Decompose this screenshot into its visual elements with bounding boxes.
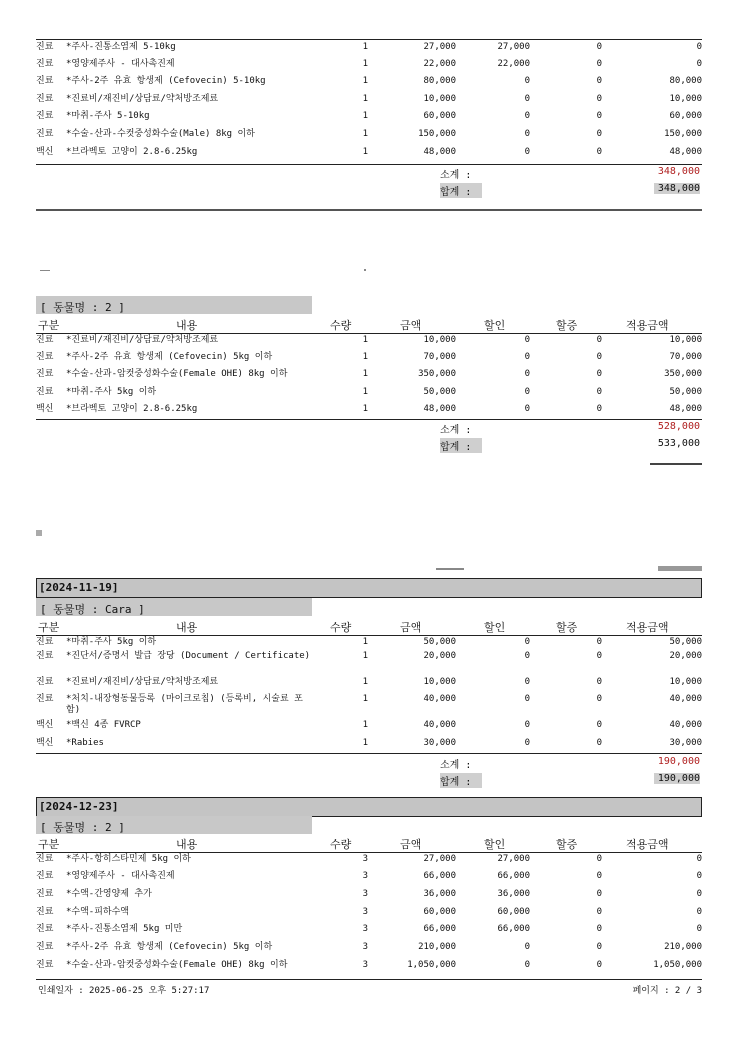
row-amount: 40,000 bbox=[423, 694, 456, 704]
col-desc: 내용 bbox=[176, 621, 198, 634]
row-description: *주사-2주 유효 항생제 (Cefovecin) 5kg 이하 bbox=[66, 942, 273, 952]
row-discount: 22,000 bbox=[497, 59, 530, 69]
col-qty: 수량 bbox=[330, 838, 352, 851]
row-applied-amount: 10,000 bbox=[669, 677, 702, 687]
row-amount: 50,000 bbox=[423, 387, 456, 397]
row-amount: 27,000 bbox=[423, 854, 456, 864]
col-amt: 금액 bbox=[400, 621, 422, 634]
row-discount: 60,000 bbox=[497, 907, 530, 917]
col-desc: 내용 bbox=[176, 319, 198, 332]
row-category: 진료 bbox=[36, 111, 54, 121]
row-amount: 40,000 bbox=[423, 720, 456, 730]
row-surcharge: 0 bbox=[596, 651, 602, 661]
row-applied-amount: 1,050,000 bbox=[653, 960, 702, 970]
row-category: 진료 bbox=[36, 94, 54, 104]
print-timestamp: 인쇄일자 : 2025-06-25 오후 5:27:17 bbox=[38, 986, 210, 996]
row-discount: 0 bbox=[524, 387, 530, 397]
row-discount: 0 bbox=[524, 404, 530, 414]
row-applied-amount: 48,000 bbox=[669, 404, 702, 414]
row-surcharge: 0 bbox=[596, 387, 602, 397]
scan-edge-rule bbox=[36, 209, 702, 211]
scan-artifact bbox=[658, 566, 702, 571]
row-description: *수술-산과-암컷중성화수술(Female OHE) 8kg 이하 bbox=[66, 369, 288, 379]
row-surcharge: 0 bbox=[596, 76, 602, 86]
row-category: 진료 bbox=[36, 651, 54, 661]
row-quantity: 3 bbox=[362, 889, 368, 899]
scan-artifact bbox=[436, 568, 464, 570]
row-description: *진료비/재진비/상담료/약처방조제료 bbox=[66, 677, 219, 687]
row-discount: 27,000 bbox=[497, 42, 530, 52]
row-quantity: 3 bbox=[362, 871, 368, 881]
row-quantity: 1 bbox=[362, 677, 368, 687]
column-header bbox=[36, 835, 702, 851]
row-surcharge: 0 bbox=[596, 111, 602, 121]
row-description: *주사-진통소염제 5-10kg bbox=[66, 42, 176, 52]
row-quantity: 1 bbox=[362, 694, 368, 704]
table-row bbox=[36, 675, 702, 692]
row-description: *브라벡토 고양이 2.8-6.25kg bbox=[66, 404, 198, 414]
col-sur: 할증 bbox=[556, 319, 578, 332]
table-row bbox=[36, 57, 702, 74]
table-row bbox=[36, 905, 702, 922]
b2-total-value: 533,000 bbox=[657, 438, 700, 449]
col-applied: 적용금액 bbox=[626, 621, 669, 634]
date-header-bar bbox=[36, 797, 702, 817]
b3-subtotal-label: 소계 : bbox=[440, 760, 472, 771]
row-quantity: 1 bbox=[362, 387, 368, 397]
row-amount: 10,000 bbox=[423, 335, 456, 345]
row-applied-amount: 0 bbox=[696, 907, 702, 917]
row-description: *수술-산과-수컷중성화수술(Male) 8kg 이하 bbox=[66, 129, 255, 139]
row-description: *백신 4종 FVRCP bbox=[66, 720, 141, 730]
row-amount: 30,000 bbox=[423, 738, 456, 748]
b3-subtotal-value: 190,000 bbox=[657, 756, 700, 767]
animal-header-bar bbox=[36, 296, 312, 314]
table-row bbox=[36, 402, 702, 419]
row-applied-amount: 210,000 bbox=[664, 942, 702, 952]
row-quantity: 1 bbox=[362, 720, 368, 730]
row-surcharge: 0 bbox=[596, 352, 602, 362]
row-surcharge: 0 bbox=[596, 720, 602, 730]
row-surcharge: 0 bbox=[596, 369, 602, 379]
row-amount: 48,000 bbox=[423, 147, 456, 157]
row-amount: 66,000 bbox=[423, 871, 456, 881]
row-applied-amount: 40,000 bbox=[669, 720, 702, 730]
table-row bbox=[36, 385, 702, 402]
row-surcharge: 0 bbox=[596, 129, 602, 139]
row-description: *영양제주사 - 대사촉진제 bbox=[66, 59, 175, 69]
table-row bbox=[36, 145, 702, 162]
row-discount: 0 bbox=[524, 677, 530, 687]
row-amount: 22,000 bbox=[423, 59, 456, 69]
row-category: 진료 bbox=[36, 924, 54, 934]
row-surcharge: 0 bbox=[596, 335, 602, 345]
row-description: *주사-진통소염제 5kg 미만 bbox=[66, 924, 183, 934]
row-quantity: 3 bbox=[362, 942, 368, 952]
column-header bbox=[36, 316, 702, 332]
row-quantity: 1 bbox=[362, 404, 368, 414]
row-quantity: 3 bbox=[362, 854, 368, 864]
row-amount: 10,000 bbox=[423, 94, 456, 104]
row-surcharge: 0 bbox=[596, 924, 602, 934]
row-description: *수액-피하수액 bbox=[66, 907, 130, 917]
row-applied-amount: 0 bbox=[696, 42, 702, 52]
row-surcharge: 0 bbox=[596, 404, 602, 414]
row-amount: 70,000 bbox=[423, 352, 456, 362]
scan-artifact bbox=[40, 270, 50, 271]
row-surcharge: 0 bbox=[596, 94, 602, 104]
animal-header-bar bbox=[36, 598, 312, 616]
table-row bbox=[36, 350, 702, 367]
row-category: 진료 bbox=[36, 907, 54, 917]
row-applied-amount: 30,000 bbox=[669, 738, 702, 748]
top-subtotal-value: 348,000 bbox=[657, 166, 700, 177]
col-cat: 구분 bbox=[38, 319, 60, 332]
top-total-label: 합계 : bbox=[440, 183, 482, 198]
row-quantity: 1 bbox=[362, 59, 368, 69]
scan-artifact bbox=[364, 269, 366, 271]
col-disc: 할인 bbox=[484, 838, 506, 851]
row-amount: 210,000 bbox=[418, 942, 456, 952]
table-row bbox=[36, 692, 702, 718]
row-amount: 48,000 bbox=[423, 404, 456, 414]
col-applied: 적용금액 bbox=[626, 838, 669, 851]
row-description: *브라벡토 고양이 2.8-6.25kg bbox=[66, 147, 198, 157]
visit-date: [2024-11-19] bbox=[39, 581, 119, 594]
row-amount: 150,000 bbox=[418, 129, 456, 139]
row-surcharge: 0 bbox=[596, 942, 602, 952]
table-row bbox=[36, 40, 702, 57]
row-category: 진료 bbox=[36, 677, 54, 687]
table-row bbox=[36, 958, 702, 976]
row-applied-amount: 10,000 bbox=[669, 94, 702, 104]
row-description: *진료비/재진비/상담료/약처방조제료 bbox=[66, 335, 219, 345]
row-description: *영양제주사 - 대사촉진제 bbox=[66, 871, 175, 881]
animal-header-bar bbox=[36, 816, 312, 834]
row-surcharge: 0 bbox=[596, 677, 602, 687]
row-quantity: 1 bbox=[362, 352, 368, 362]
row-applied-amount: 60,000 bbox=[669, 111, 702, 121]
table-row bbox=[36, 92, 702, 109]
row-discount: 0 bbox=[524, 960, 530, 970]
row-amount: 80,000 bbox=[423, 76, 456, 86]
row-description: *주사-2주 유효 항생제 (Cefovecin) 5kg 이하 bbox=[66, 352, 273, 362]
row-description: *주사-항히스타민제 5kg 이하 bbox=[66, 854, 191, 864]
row-discount: 0 bbox=[524, 129, 530, 139]
row-quantity: 1 bbox=[362, 94, 368, 104]
row-applied-amount: 48,000 bbox=[669, 147, 702, 157]
table-row bbox=[36, 922, 702, 940]
row-discount: 0 bbox=[524, 738, 530, 748]
row-applied-amount: 150,000 bbox=[664, 129, 702, 139]
row-category: 진료 bbox=[36, 352, 54, 362]
row-applied-amount: 40,000 bbox=[669, 694, 702, 704]
row-surcharge: 0 bbox=[596, 637, 602, 647]
row-applied-amount: 70,000 bbox=[669, 352, 702, 362]
row-quantity: 1 bbox=[362, 111, 368, 121]
row-category: 진료 bbox=[36, 854, 54, 864]
row-discount: 0 bbox=[524, 942, 530, 952]
row-description: *진료비/재진비/상담료/약처방조제료 bbox=[66, 94, 219, 104]
row-quantity: 1 bbox=[362, 42, 368, 52]
row-discount: 0 bbox=[524, 76, 530, 86]
row-applied-amount: 0 bbox=[696, 889, 702, 899]
row-applied-amount: 0 bbox=[696, 924, 702, 934]
row-discount: 0 bbox=[524, 352, 530, 362]
row-amount: 1,050,000 bbox=[407, 960, 456, 970]
row-quantity: 1 bbox=[362, 76, 368, 86]
column-header bbox=[36, 618, 702, 634]
rows-bottom-rule bbox=[36, 419, 702, 420]
row-quantity: 1 bbox=[362, 129, 368, 139]
row-amount: 27,000 bbox=[423, 42, 456, 52]
col-disc: 할인 bbox=[484, 621, 506, 634]
row-quantity: 1 bbox=[362, 335, 368, 345]
table-row bbox=[36, 367, 702, 385]
row-description: *수술-산과-암컷중성화수술(Female OHE) 8kg 이하 bbox=[66, 960, 288, 970]
row-surcharge: 0 bbox=[596, 854, 602, 864]
col-desc: 내용 bbox=[176, 838, 198, 851]
row-description: *마취-주사 5-10kg bbox=[66, 111, 150, 121]
row-description: *처치-내장형동물등록 (마이크로칩) (등록비, 시술료 포함) bbox=[66, 694, 303, 715]
row-category: 진료 bbox=[36, 42, 54, 52]
row-category: 진료 bbox=[36, 889, 54, 899]
row-discount: 0 bbox=[524, 651, 530, 661]
top-subtotal-label: 소계 : bbox=[440, 170, 472, 181]
row-description: *마취-주사 5kg 이하 bbox=[66, 637, 157, 647]
table-row bbox=[36, 74, 702, 92]
col-qty: 수량 bbox=[330, 319, 352, 332]
row-discount: 0 bbox=[524, 369, 530, 379]
b2-subtotal-value: 528,000 bbox=[657, 421, 700, 432]
row-category: 진료 bbox=[36, 637, 54, 647]
row-applied-amount: 0 bbox=[696, 871, 702, 881]
col-cat: 구분 bbox=[38, 838, 60, 851]
row-category: 진료 bbox=[36, 871, 54, 881]
row-discount: 0 bbox=[524, 147, 530, 157]
table-row bbox=[36, 127, 702, 145]
table-row bbox=[36, 718, 702, 736]
col-disc: 할인 bbox=[484, 319, 506, 332]
row-amount: 60,000 bbox=[423, 907, 456, 917]
row-category: 백신 bbox=[36, 404, 54, 414]
row-surcharge: 0 bbox=[596, 147, 602, 157]
row-applied-amount: 0 bbox=[696, 854, 702, 864]
row-surcharge: 0 bbox=[596, 694, 602, 704]
row-description: *수액-간영양제 추가 bbox=[66, 889, 152, 899]
animal-name: [ 동물명 : Cara ] bbox=[40, 603, 145, 616]
animal-name: [ 동물명 : 2 ] bbox=[40, 301, 125, 314]
row-amount: 50,000 bbox=[423, 637, 456, 647]
row-discount: 0 bbox=[524, 335, 530, 345]
row-amount: 60,000 bbox=[423, 111, 456, 121]
row-surcharge: 0 bbox=[596, 42, 602, 52]
row-applied-amount: 50,000 bbox=[669, 637, 702, 647]
row-quantity: 1 bbox=[362, 738, 368, 748]
b3-total-value: 190,000 bbox=[654, 773, 700, 784]
col-qty: 수량 bbox=[330, 621, 352, 634]
table-row bbox=[36, 109, 702, 127]
top-total-value: 348,000 bbox=[654, 183, 700, 194]
row-quantity: 3 bbox=[362, 960, 368, 970]
page-number: 페이지 : 2 / 3 bbox=[632, 986, 702, 996]
row-applied-amount: 350,000 bbox=[664, 369, 702, 379]
footer-rule bbox=[36, 979, 702, 980]
col-amt: 금액 bbox=[400, 838, 422, 851]
row-quantity: 1 bbox=[362, 651, 368, 661]
row-discount: 66,000 bbox=[497, 924, 530, 934]
row-surcharge: 0 bbox=[596, 738, 602, 748]
col-cat: 구분 bbox=[38, 621, 60, 634]
row-category: 진료 bbox=[36, 960, 54, 970]
row-description: *진단서/증명서 발급 장당 (Document / Certificate) bbox=[66, 651, 311, 661]
col-sur: 할증 bbox=[556, 838, 578, 851]
row-discount: 0 bbox=[524, 694, 530, 704]
row-discount: 0 bbox=[524, 94, 530, 104]
row-surcharge: 0 bbox=[596, 59, 602, 69]
row-quantity: 3 bbox=[362, 907, 368, 917]
row-amount: 10,000 bbox=[423, 677, 456, 687]
row-amount: 20,000 bbox=[423, 651, 456, 661]
row-amount: 66,000 bbox=[423, 924, 456, 934]
row-category: 백신 bbox=[36, 147, 54, 157]
row-discount: 0 bbox=[524, 111, 530, 121]
table-row bbox=[36, 869, 702, 887]
animal-name: [ 동물명 : 2 ] bbox=[40, 821, 125, 834]
row-category: 진료 bbox=[36, 59, 54, 69]
row-category: 진료 bbox=[36, 942, 54, 952]
b3-total-label: 합계 : bbox=[440, 773, 482, 788]
row-quantity: 1 bbox=[362, 369, 368, 379]
row-category: 진료 bbox=[36, 369, 54, 379]
row-applied-amount: 10,000 bbox=[669, 335, 702, 345]
col-sur: 할증 bbox=[556, 621, 578, 634]
col-applied: 적용금액 bbox=[626, 319, 669, 332]
table-row bbox=[36, 649, 702, 675]
top-rows-bottom-rule bbox=[36, 164, 702, 165]
table-row bbox=[36, 635, 702, 649]
table-row bbox=[36, 887, 702, 905]
date-header-bar bbox=[36, 578, 702, 598]
col-amt: 금액 bbox=[400, 319, 422, 332]
table-row bbox=[36, 852, 702, 869]
row-category: 진료 bbox=[36, 129, 54, 139]
row-applied-amount: 80,000 bbox=[669, 76, 702, 86]
row-category: 백신 bbox=[36, 720, 54, 730]
row-description: *주사-2주 유효 항생제 (Cefovecin) 5-10kg bbox=[66, 76, 266, 86]
row-category: 진료 bbox=[36, 387, 54, 397]
row-amount: 350,000 bbox=[418, 369, 456, 379]
row-surcharge: 0 bbox=[596, 889, 602, 899]
row-surcharge: 0 bbox=[596, 871, 602, 881]
row-discount: 36,000 bbox=[497, 889, 530, 899]
row-category: 진료 bbox=[36, 694, 54, 704]
visit-date: [2024-12-23] bbox=[39, 800, 119, 813]
row-applied-amount: 0 bbox=[696, 59, 702, 69]
row-surcharge: 0 bbox=[596, 907, 602, 917]
row-quantity: 1 bbox=[362, 147, 368, 157]
row-description: *마취-주사 5kg 이하 bbox=[66, 387, 157, 397]
row-category: 백신 bbox=[36, 738, 54, 748]
row-discount: 27,000 bbox=[497, 854, 530, 864]
row-applied-amount: 20,000 bbox=[669, 651, 702, 661]
row-category: 진료 bbox=[36, 76, 54, 86]
row-discount: 66,000 bbox=[497, 871, 530, 881]
row-category: 진료 bbox=[36, 335, 54, 345]
table-row bbox=[36, 736, 702, 754]
scan-artifact bbox=[36, 530, 42, 536]
row-discount: 0 bbox=[524, 637, 530, 647]
b2-total-label: 합계 : bbox=[440, 438, 482, 453]
row-discount: 0 bbox=[524, 720, 530, 730]
scan-artifact bbox=[650, 463, 702, 465]
table-row bbox=[36, 940, 702, 958]
row-applied-amount: 50,000 bbox=[669, 387, 702, 397]
row-amount: 36,000 bbox=[423, 889, 456, 899]
row-quantity: 1 bbox=[362, 637, 368, 647]
row-description: *Rabies bbox=[66, 738, 104, 748]
table-row bbox=[36, 333, 702, 350]
row-surcharge: 0 bbox=[596, 960, 602, 970]
rows-bottom-rule bbox=[36, 753, 702, 754]
b2-subtotal-label: 소계 : bbox=[440, 425, 472, 436]
row-quantity: 3 bbox=[362, 924, 368, 934]
